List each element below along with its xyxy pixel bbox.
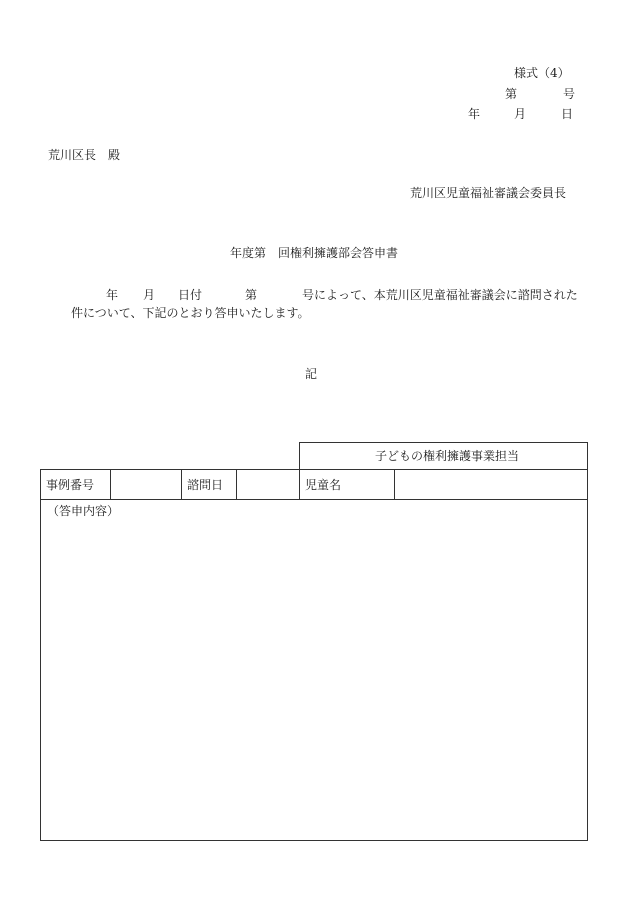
case-number-label: 事例番号 [46, 478, 95, 492]
body-dai: 第 [245, 288, 258, 302]
number-go: 号 [563, 87, 576, 101]
section-header-cell [299, 442, 588, 470]
child-name-label: 児童名 [305, 478, 342, 492]
content-label: （答申内容） [47, 504, 120, 518]
number-dai: 第 [505, 87, 518, 101]
case-number-value [115, 478, 179, 492]
form-number: 様式（4） [514, 66, 570, 80]
date-day: 日 [561, 107, 574, 121]
date-year: 年 [468, 107, 481, 121]
sender: 荒川区児童福祉審議会委員長 [410, 186, 567, 200]
body-line1-rest: 号によって、本荒川区児童福祉審議会に諮問された [302, 288, 578, 302]
child-name-value [399, 478, 579, 492]
content-value [47, 524, 577, 538]
inquiry-date-label: 諮問日 [187, 478, 224, 492]
document-title: 年度第 回権利擁護部会答申書 [230, 246, 399, 260]
body-dated: 日付 [178, 288, 203, 302]
response-content-box [40, 499, 588, 841]
addressee: 荒川区長 殿 [48, 148, 121, 162]
info-row [40, 469, 588, 500]
body-year: 年 [106, 288, 119, 302]
body-month: 月 [143, 288, 156, 302]
inquiry-date-value [241, 478, 295, 492]
body-line2: 件について、下記のとおり答申いたします。 [71, 306, 310, 320]
section-header-label: 子どもの権利擁護事業担当 [375, 449, 520, 463]
ki-label: 記 [305, 367, 318, 381]
date-month: 月 [514, 107, 527, 121]
